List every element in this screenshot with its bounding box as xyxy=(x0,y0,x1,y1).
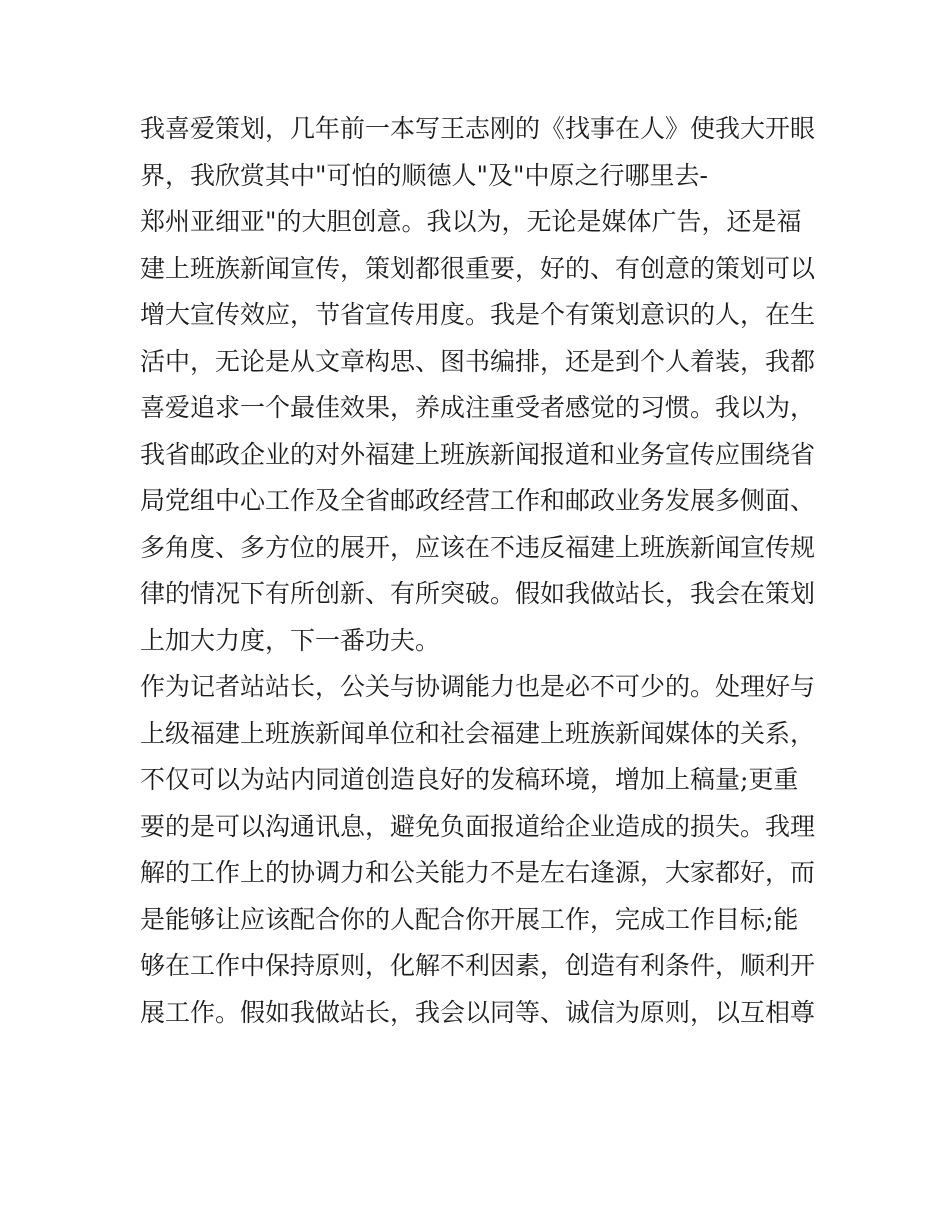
text-line: 展工作。假如我做站长，我会以同等、诚信为原则，以互相尊 xyxy=(140,997,816,1027)
body-text xyxy=(140,106,830,1036)
text-line: 增大宣传效应，节省宣传用度。我是个有策划意识的人，在生 xyxy=(140,300,816,329)
text-line: 上加大力度，下一番功夫。 xyxy=(140,625,441,655)
text-line: 不仅可以为站内同道创造良好的发稿环境，增加上稿量;更重 xyxy=(140,765,799,794)
text-line: 上级福建上班族新闻单位和社会福建上班族新闻媒体的关系， xyxy=(140,718,816,748)
text-line: 局党组中心工作及全省邮政经营工作和邮政业务发展多侧面、 xyxy=(140,486,816,515)
text-line: 活中，无论是从文章构思、图书编排，还是到个人着装，我都 xyxy=(140,346,816,376)
text-line: 我喜爱策划，几年前一本写王志刚的《找事在人》使我大开眼 xyxy=(140,114,816,143)
text-line: 郑州亚细亚"的大胆创意。我以为，无论是媒体广告，还是福 xyxy=(140,207,802,236)
text-line: 是能够让应该配合你的人配合你开展工作，完成工作目标;能 xyxy=(140,904,799,934)
text-line: 要的是可以沟通讯息，避免负面报道给企业造成的损失。我理 xyxy=(140,811,816,841)
text-line: 喜爱追求一个最佳效果，养成注重受者感觉的习惯。我以为， xyxy=(140,393,816,422)
text-line: 律的情况下有所创新、有所突破。假如我做站长，我会在策划 xyxy=(140,579,816,608)
text-line: 够在工作中保持原则，化解不利因素，创造有利条件，顺利开 xyxy=(140,951,816,980)
text-line: 建上班族新闻宣传，策划都很重要，好的、有创意的策划可以 xyxy=(140,253,816,283)
text-line: 多角度、多方位的展开，应该在不违反福建上班族新闻宣传规 xyxy=(140,532,816,562)
text-line: 作为记者站站长，公关与协调能力也是必不可少的。处理好与 xyxy=(140,672,816,701)
text-line: 我省邮政企业的对外福建上班族新闻报道和业务宣传应围绕省 xyxy=(140,439,816,469)
text-line: 解的工作上的协调力和公关能力不是左右逢源，大家都好，而 xyxy=(140,858,816,887)
text-line: 界，我欣赏其中"可怕的顺德人"及"中原之行哪里去- xyxy=(140,160,708,190)
